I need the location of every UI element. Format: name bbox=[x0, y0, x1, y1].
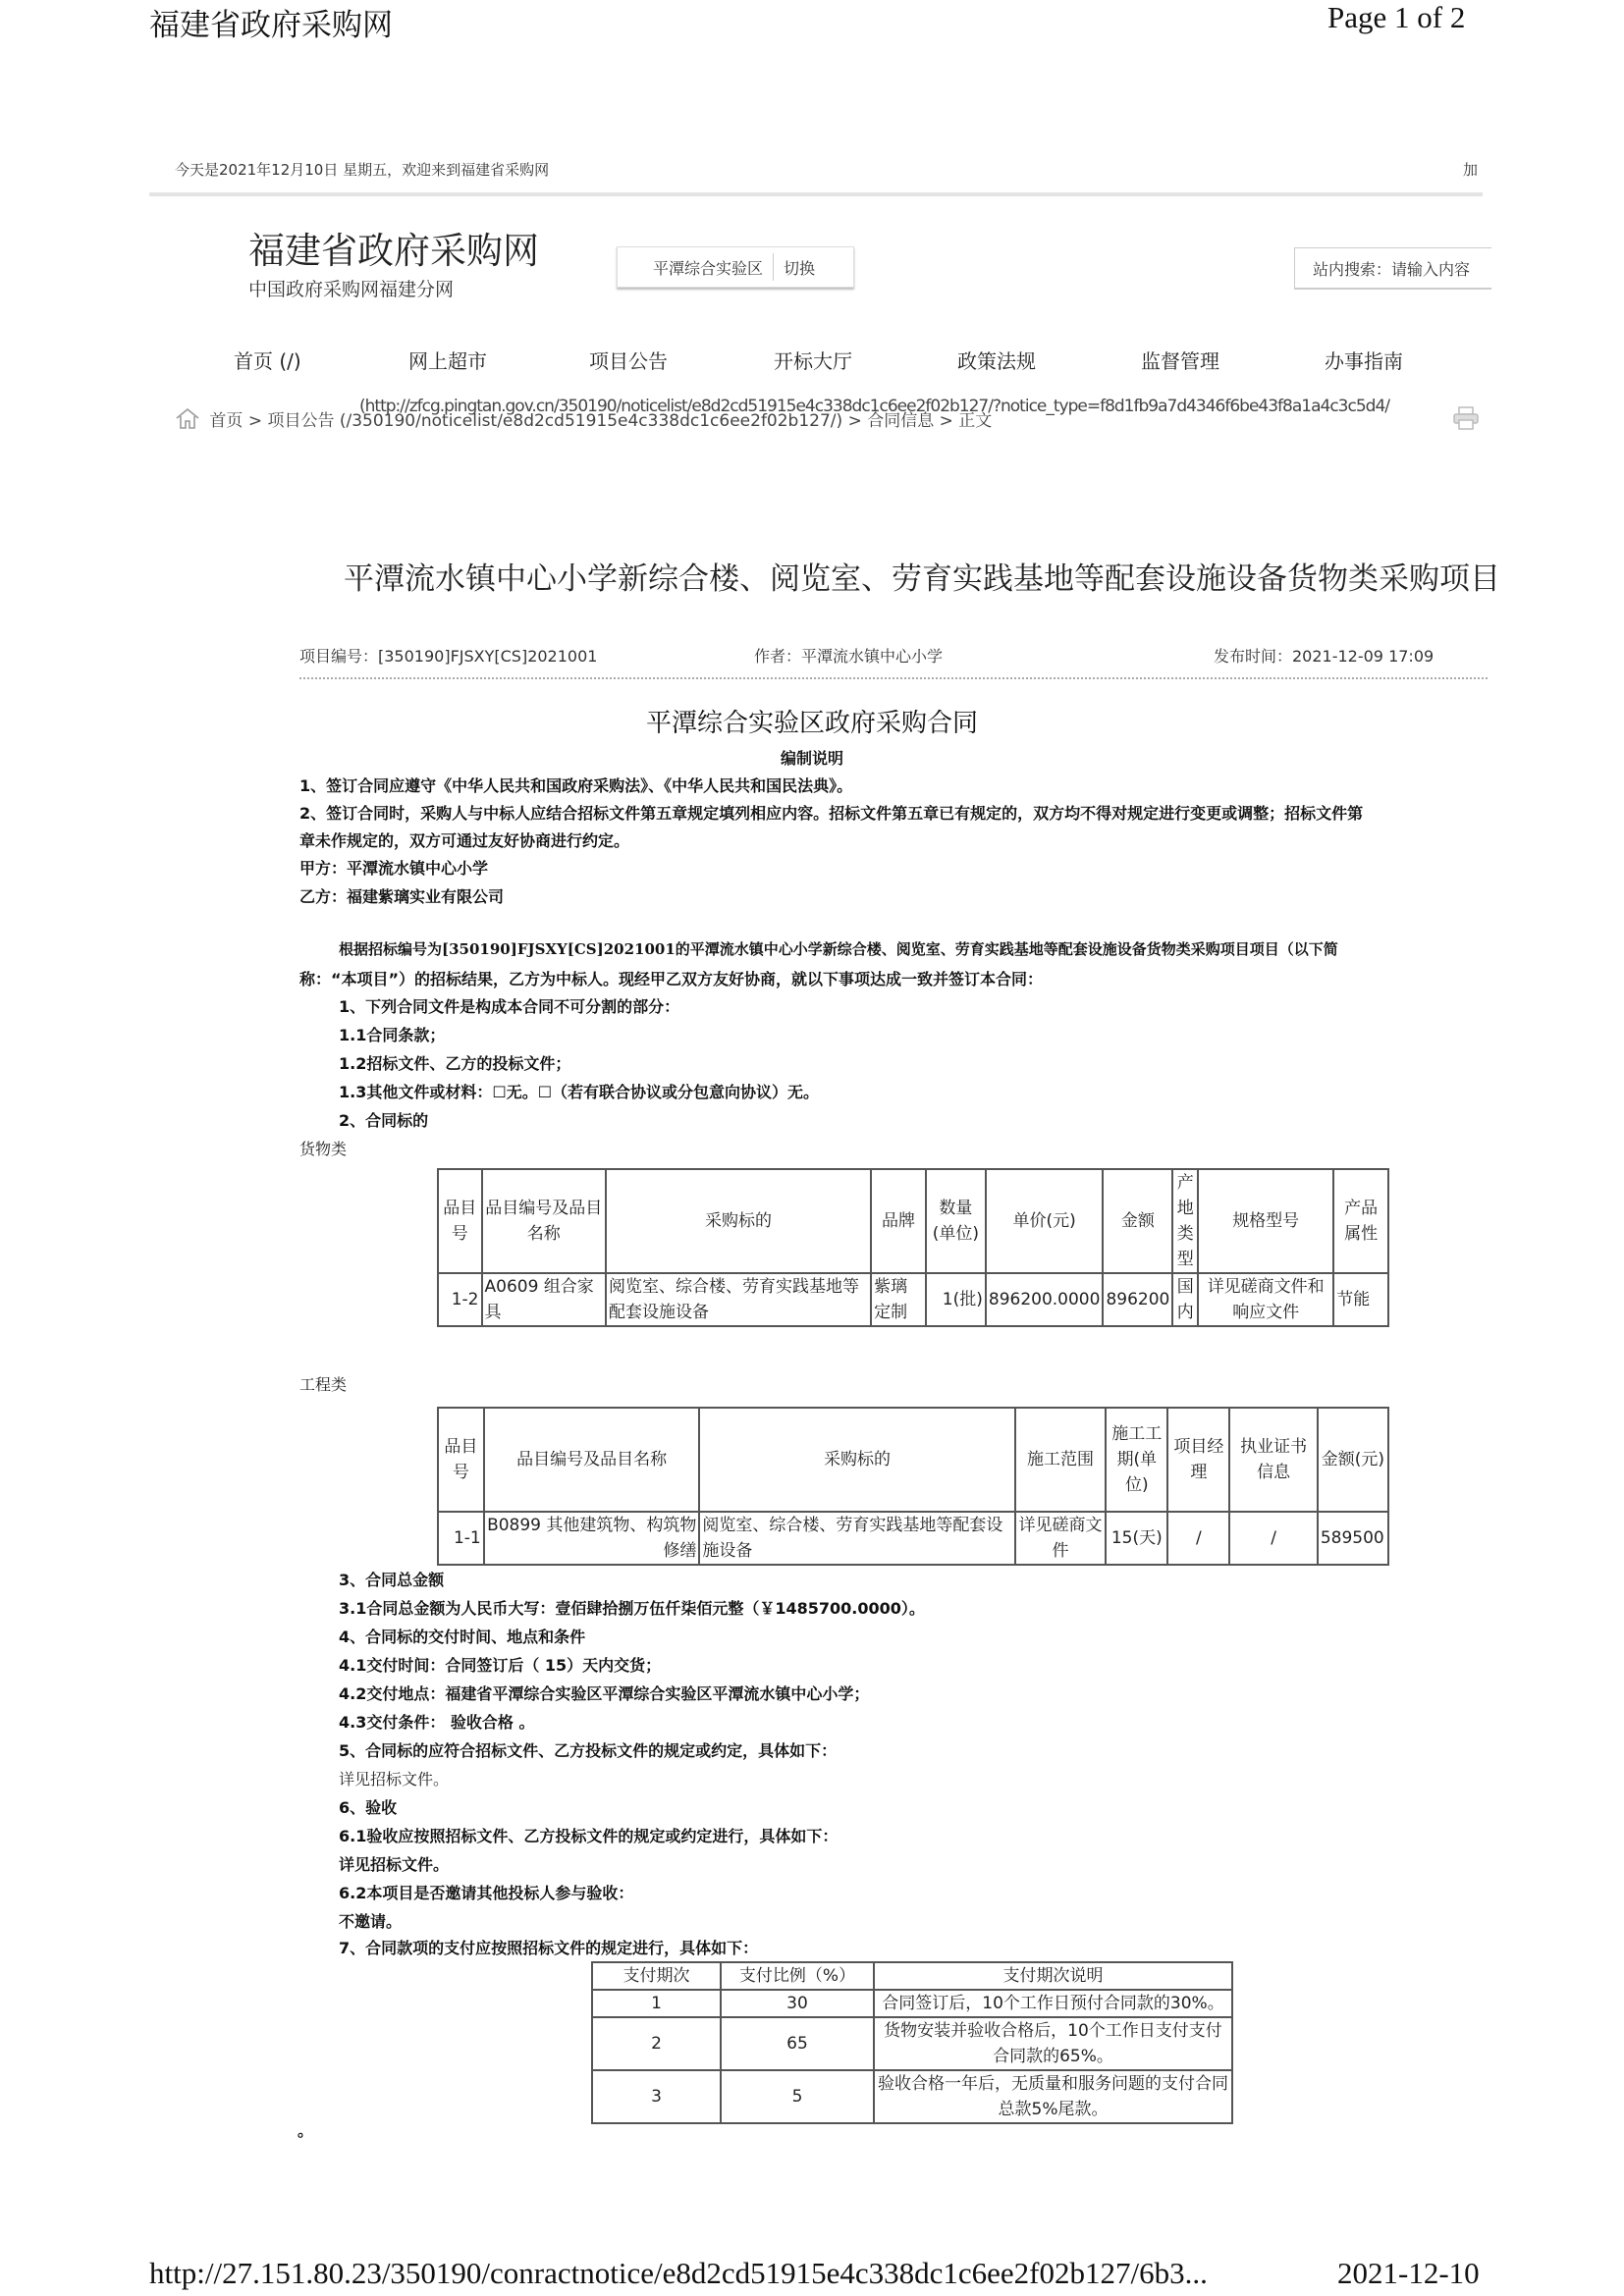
section-1-2: 1.2招标文件、乙方的投标文件； bbox=[339, 1054, 571, 1073]
table-header: 项目经理 bbox=[1167, 1408, 1229, 1512]
table-cell: 验收合格一年后，无质量和服务问题的支付合同总款5%尾款。 bbox=[874, 2070, 1232, 2123]
table-cell: 详见磋商文件和响应文件 bbox=[1198, 1273, 1333, 1326]
table-header: 采购标的 bbox=[606, 1169, 871, 1273]
section-3-1: 3.1合同总金额为人民币大写：壹佰肆拾捌万伍仟柒佰元整（￥1485700.0000）。 bbox=[339, 1599, 925, 1618]
table-header-row bbox=[592, 1962, 1232, 1990]
table-cell: 896200 bbox=[1103, 1273, 1172, 1326]
intro-paragraph-cont: 称：“本项目”）的招标结果，乙方为中标人。现经甲乙双方友好协商，就以下事项达成一致并签订本合同： bbox=[299, 970, 1044, 988]
breadcrumb-contract-info[interactable]: 合同信息 bbox=[867, 411, 935, 431]
table-cell: 1(批) bbox=[926, 1273, 986, 1326]
table-header-row bbox=[438, 1408, 1388, 1512]
meta-divider bbox=[299, 677, 1488, 679]
publish-time: 发布时间：2021-12-09 17:09 bbox=[1214, 647, 1435, 666]
topbar-greeting: 今天是2021年12月10日 星期五，欢迎来到福建省采购网 bbox=[175, 161, 550, 179]
table-cell: 5 bbox=[721, 2070, 874, 2123]
region-divider bbox=[773, 253, 774, 281]
breadcrumb-overlay-url: (http://zfcg.pingtan.gov.cn/350190/noticelist/e8d2cd51915e4c338dc1c6ee2f02b127/?notice_type=f8d1fb9a7d4346f6be43f8a1a4c3c5d4/ bbox=[359, 397, 1389, 416]
table-header: 品牌 bbox=[871, 1169, 926, 1273]
table-cell: 896200.0000 bbox=[986, 1273, 1104, 1326]
section-5-detail: 详见招标文件。 bbox=[339, 1770, 450, 1789]
table-cell: 15(天) bbox=[1106, 1512, 1167, 1565]
site-search-input[interactable] bbox=[1294, 247, 1491, 290]
table-row bbox=[592, 2070, 1232, 2123]
table-header: 支付比例（%） bbox=[721, 1962, 874, 1990]
table-cell: 1-2 bbox=[438, 1273, 482, 1326]
article-author: 作者：平潭流水镇中心小学 bbox=[754, 647, 944, 666]
works-table bbox=[437, 1407, 1389, 1566]
table-cell: 3 bbox=[592, 2070, 721, 2123]
contract-subtitle: 编制说明 bbox=[780, 749, 843, 768]
table-cell: 国内 bbox=[1172, 1273, 1198, 1326]
nav-item-guide[interactable]: 办事指南 bbox=[1325, 349, 1403, 373]
table-header: 品目号 bbox=[438, 1169, 482, 1273]
breadcrumb-separator: > bbox=[847, 411, 862, 431]
section-6-1: 6.1验收应按照招标文件、乙方投标文件的规定或约定进行，具体如下： bbox=[339, 1827, 839, 1845]
note-2: 2、签订合同时，采购人与中标人应结合招标文件第五章规定填列相应内容。招标文件第五章已有规定的，双方均不得对规定进行变更或调整；招标文件第 bbox=[299, 804, 1364, 823]
breadcrumb-separator: > bbox=[939, 411, 953, 431]
nav-item-policies[interactable]: 政策法规 bbox=[957, 349, 1036, 373]
table-header: 品目编号及品目名称 bbox=[482, 1169, 606, 1273]
home-icon[interactable] bbox=[175, 407, 200, 434]
section-1-3: 1.3其他文件或材料：☐无。☐（若有联合协议或分包意向协议）无。 bbox=[339, 1083, 820, 1101]
topbar-right-link[interactable]: 加 bbox=[1463, 161, 1479, 179]
table-header: 产品属性 bbox=[1333, 1169, 1388, 1273]
table-cell: B0899 其他建筑物、构筑物修缮 bbox=[484, 1512, 700, 1565]
section-4-2: 4.2交付地点：福建省平潭综合实验区平潭综合实验区平潭流水镇中心小学； bbox=[339, 1684, 870, 1703]
region-switcher[interactable] bbox=[617, 246, 854, 288]
table-header: 支付期次说明 bbox=[874, 1962, 1232, 1990]
table-header: 施工工期(单位) bbox=[1106, 1408, 1167, 1512]
site-search-placeholder: 站内搜索：请输入内容 bbox=[1313, 259, 1471, 279]
region-name: 平潭综合实验区 bbox=[653, 258, 764, 278]
section-4: 4、合同标的交付时间、地点和条件 bbox=[339, 1628, 586, 1646]
table-cell: 30 bbox=[721, 1990, 874, 2017]
table-header: 执业证书信息 bbox=[1229, 1408, 1317, 1512]
table-cell: A0609 组合家具 bbox=[482, 1273, 606, 1326]
nav-item-online-market[interactable]: 网上超市 bbox=[408, 349, 487, 373]
region-switch-button[interactable]: 切换 bbox=[784, 258, 816, 278]
nav-item-supervision[interactable]: 监督管理 bbox=[1141, 349, 1219, 373]
section-6-2: 6.2本项目是否邀请其他投标人参与验收： bbox=[339, 1884, 634, 1902]
table-cell: 阅览室、综合楼、劳育实践基地等配套设施设备 bbox=[699, 1512, 1014, 1565]
section-2: 2、合同标的 bbox=[339, 1111, 429, 1130]
end-mark: 。 bbox=[298, 2121, 314, 2140]
breadcrumb-notices[interactable]: 项目公告 (/350190/noticelist/e8d2cd51915e4c338dc1c6ee2f02b127/) bbox=[267, 411, 843, 431]
table-header: 采购标的 bbox=[699, 1408, 1014, 1512]
table-cell: / bbox=[1229, 1512, 1317, 1565]
table-cell: 节能 bbox=[1333, 1273, 1388, 1326]
topbar-divider bbox=[149, 192, 1483, 196]
table-header: 品目号 bbox=[438, 1408, 484, 1512]
table-cell: 65 bbox=[721, 2017, 874, 2070]
site-logo-subtitle: 中国政府采购网福建分网 bbox=[248, 279, 455, 300]
table-row bbox=[592, 1990, 1232, 2017]
table-header: 数量(单位) bbox=[926, 1169, 986, 1273]
goods-label: 货物类 bbox=[299, 1140, 348, 1158]
table-header: 金额 bbox=[1103, 1169, 1172, 1273]
breadcrumb-separator: > bbox=[247, 411, 263, 431]
section-6-2-detail: 不邀请。 bbox=[339, 1912, 403, 1931]
section-4-3: 4.3交付条件： 验收合格 。 bbox=[339, 1713, 535, 1732]
works-label: 工程类 bbox=[299, 1375, 348, 1394]
section-6: 6、验收 bbox=[339, 1798, 398, 1817]
section-3: 3、合同总金额 bbox=[339, 1571, 445, 1589]
table-cell: 货物安装并验收合格后，10个工作日支付支付合同款的65%。 bbox=[874, 2017, 1232, 2070]
section-1: 1、下列合同文件是构成本合同不可分割的部分： bbox=[339, 997, 680, 1016]
nav-item-home[interactable]: 首页 (/) bbox=[234, 349, 301, 373]
project-number: 项目编号：[350190]FJSXY[CS]2021001 bbox=[299, 647, 598, 666]
table-header: 金额(元) bbox=[1318, 1408, 1388, 1512]
table-cell: / bbox=[1167, 1512, 1229, 1565]
table-cell: 1-1 bbox=[438, 1512, 484, 1565]
table-header-row bbox=[438, 1169, 1388, 1273]
table-header: 施工范围 bbox=[1015, 1408, 1107, 1512]
party-b: 乙方：福建紫璃实业有限公司 bbox=[299, 887, 505, 906]
print-header-title: 福建省政府采购网 bbox=[149, 8, 393, 42]
table-cell: 阅览室、综合楼、劳育实践基地等配套设施设备 bbox=[606, 1273, 871, 1326]
table-cell: 589500 bbox=[1318, 1512, 1388, 1565]
note-1: 1、签订合同应遵守《中华人民共和国政府采购法》、《中华人民共和国民法典》。 bbox=[299, 776, 853, 795]
contract-title: 平潭综合实验区政府采购合同 bbox=[645, 709, 978, 738]
site-logo-title[interactable]: 福建省政府采购网 bbox=[248, 230, 539, 272]
table-header: 品目编号及品目名称 bbox=[484, 1408, 700, 1512]
section-1-1: 1.1合同条款； bbox=[339, 1026, 446, 1044]
nav-item-project-notices[interactable]: 项目公告 bbox=[589, 349, 668, 373]
table-header: 规格型号 bbox=[1198, 1169, 1333, 1273]
table-cell: 详见磋商文件 bbox=[1015, 1512, 1107, 1565]
note-2-cont: 章未作规定的，双方可通过友好协商进行约定。 bbox=[299, 831, 630, 850]
table-cell: 1 bbox=[592, 1990, 721, 2017]
table-row bbox=[438, 1273, 1388, 1326]
intro-paragraph: 根据招标编号为[350190]FJSXY[CS]2021001的平潭流水镇中心小学新综合楼、阅览室、劳育实践基地等配套设施设备货物类采购项目项目（以下简 bbox=[339, 940, 1338, 958]
print-icon[interactable] bbox=[1453, 406, 1479, 430]
party-a: 甲方：平潭流水镇中心小学 bbox=[299, 859, 489, 878]
article-title: 平潭流水镇中心小学新综合楼、阅览室、劳育实践基地等配套设施设备货物类采购项目 bbox=[344, 561, 1500, 597]
print-footer-date: 2021-12-10 bbox=[1337, 2256, 1480, 2290]
table-header: 单价(元) bbox=[986, 1169, 1104, 1273]
goods-table bbox=[437, 1168, 1389, 1327]
table-row bbox=[592, 2017, 1232, 2070]
print-header-page: Page 1 of 2 bbox=[1327, 0, 1466, 34]
breadcrumb-current: 正文 bbox=[958, 411, 993, 431]
section-5: 5、合同标的应符合招标文件、乙方投标文件的规定或约定，具体如下： bbox=[339, 1741, 838, 1760]
payment-table bbox=[591, 1961, 1233, 2124]
table-cell: 合同签订后，10个工作日预付合同款的30%。 bbox=[874, 1990, 1232, 2017]
table-header: 支付期次 bbox=[592, 1962, 721, 1990]
section-7: 7、合同款项的支付应按照招标文件的规定进行，具体如下： bbox=[339, 1939, 759, 1957]
table-cell: 紫璃定制 bbox=[871, 1273, 926, 1326]
table-header: 产地类型 bbox=[1172, 1169, 1198, 1273]
section-4-1: 4.1交付时间：合同签订后（ 15）天内交货； bbox=[339, 1656, 662, 1675]
section-6-1-detail: 详见招标文件。 bbox=[339, 1855, 450, 1874]
breadcrumb-home[interactable]: 首页 bbox=[209, 411, 244, 431]
table-row bbox=[438, 1512, 1388, 1565]
table-cell: 2 bbox=[592, 2017, 721, 2070]
nav-item-bid-hall[interactable]: 开标大厅 bbox=[774, 349, 852, 373]
print-footer-url: http://27.151.80.23/350190/conractnotice/e8d2cd51915e4c338dc1c6ee2f02b127/6b3... bbox=[149, 2256, 1208, 2290]
main-nav bbox=[234, 346, 1490, 381]
